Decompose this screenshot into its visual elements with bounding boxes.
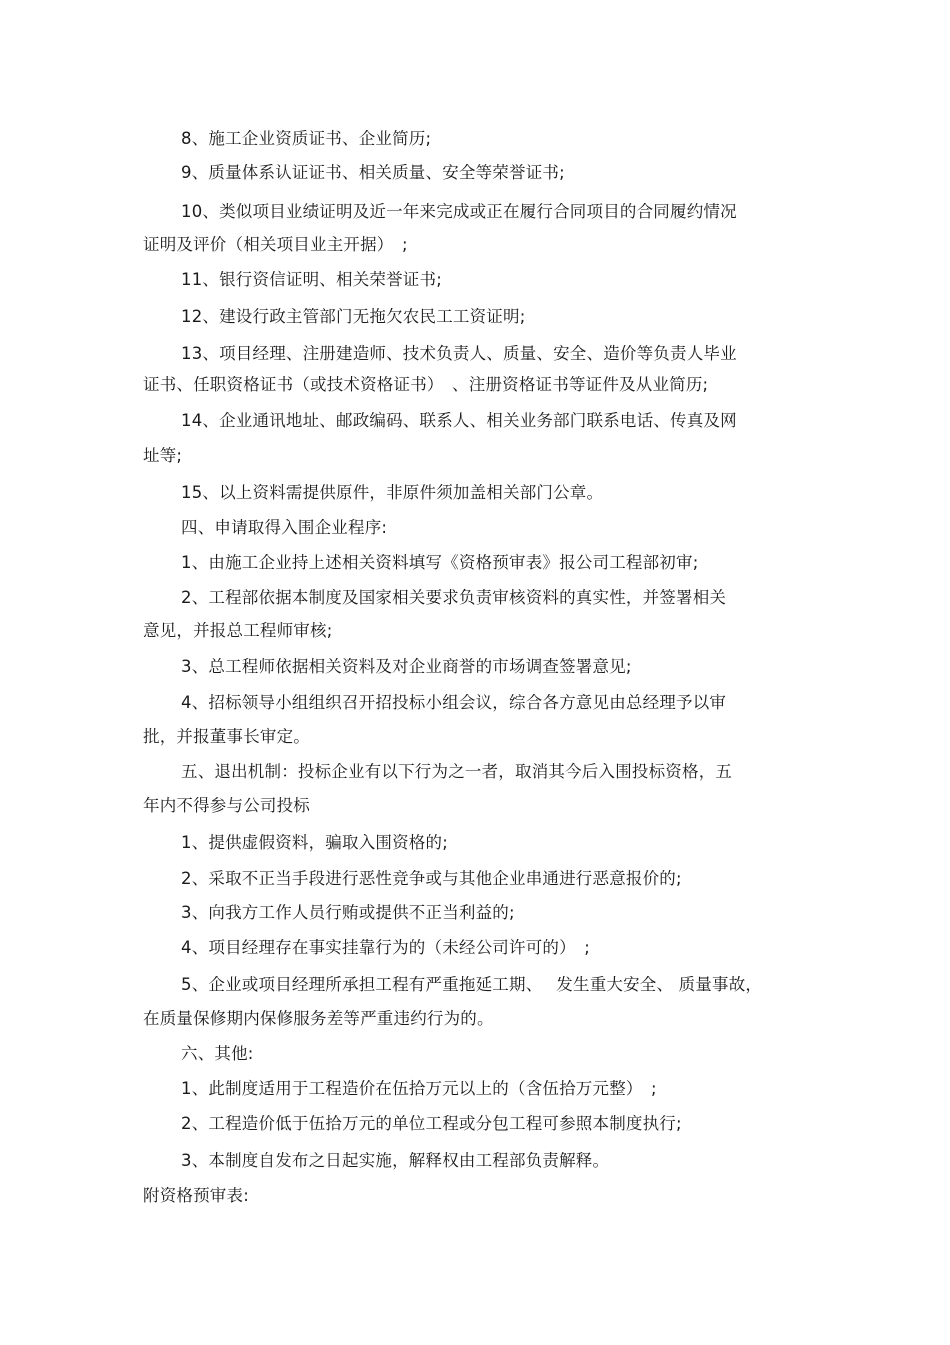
doc-line-item-10: 10、类似项目业绩证明及近一年来完成或正在履行合同项目的合同履约情况 xyxy=(181,202,737,221)
doc-line-exit-2: 2、采取不正当手段进行恶性竞争或与其他企业串通进行恶意报价的; xyxy=(181,869,682,888)
doc-line-step-4: 4、招标领导小组组织召开招投标小组会议，综合各方意见由总经理予以审 xyxy=(181,693,727,712)
doc-line-other-1: 1、此制度适用于工程造价在伍拾万元以上的（含伍拾万元整） ; xyxy=(181,1079,657,1098)
doc-line-exit-5: 5、企业或项目经理所承担工程有严重拖延工期、 发生重大安全、 质量事故， xyxy=(181,975,763,994)
doc-line-exit-4: 4、项目经理存在事实挂靠行为的（未经公司许可的） ; xyxy=(181,938,591,957)
doc-line-other-3: 3、本制度自发布之日起实施，解释权由工程部负责解释。 xyxy=(181,1151,610,1170)
doc-line-exit-5-cont: 在质量保修期内保修服务差等严重违约行为的。 xyxy=(143,1009,494,1028)
doc-line-other-2: 2、工程造价低于伍拾万元的单位工程或分包工程可参照本制度执行; xyxy=(181,1114,682,1133)
doc-appendix-label: 附资格预审表: xyxy=(143,1186,249,1205)
doc-line-item-12: 12、建设行政主管部门无拖欠农民工工资证明; xyxy=(181,307,526,326)
doc-line-step-4-cont: 批，并报董事长审定。 xyxy=(143,727,310,746)
doc-line-step-1: 1、由施工企业持上述相关资料填写《资格预审表》报公司工程部初审; xyxy=(181,553,699,572)
doc-section-heading-4: 四、申请取得入围企业程序: xyxy=(181,518,388,537)
doc-line-item-13: 13、项目经理、注册建造师、技术负责人、质量、安全、造价等负责人毕业 xyxy=(181,344,737,363)
doc-line-item-15: 15、以上资料需提供原件，非原件须加盖相关部门公章。 xyxy=(181,483,604,502)
doc-line-item-14-cont: 址等; xyxy=(143,446,183,465)
doc-section-heading-5-cont: 年内不得参与公司投标 xyxy=(143,796,310,815)
doc-line-item-10-cont: 证明及评价（相关项目业主开据） ; xyxy=(143,235,408,254)
doc-section-heading-6: 六、其他: xyxy=(181,1044,254,1063)
doc-line-step-2: 2、工程部依据本制度及国家相关要求负责审核资料的真实性，并签署相关 xyxy=(181,588,727,607)
doc-line-step-3: 3、总工程师依据相关资料及对企业商誉的市场调查签署意见; xyxy=(181,657,632,676)
doc-line-step-2-cont: 意见，并报总工程师审核; xyxy=(143,621,333,640)
doc-line-item-13-cont: 证书、任职资格证书（或技术资格证书） 、注册资格证书等证件及从业简历; xyxy=(143,375,709,394)
doc-line-item-14: 14、企业通讯地址、邮政编码、联系人、相关业务部门联系电话、传真及网 xyxy=(181,411,737,430)
doc-line-item-9: 9、质量体系认证证书、相关质量、安全等荣誉证书; xyxy=(181,163,565,182)
doc-line-item-8: 8、施工企业资质证书、企业简历; xyxy=(181,129,432,148)
doc-line-item-11: 11、银行资信证明、相关荣誉证书; xyxy=(181,270,442,289)
doc-line-exit-1: 1、提供虚假资料，骗取入围资格的; xyxy=(181,833,448,852)
doc-line-exit-3: 3、向我方工作人员行贿或提供不正当利益的; xyxy=(181,903,515,922)
doc-section-heading-5: 五、退出机制：投标企业有以下行为之一者，取消其今后入围投标资格，五 xyxy=(181,762,733,781)
